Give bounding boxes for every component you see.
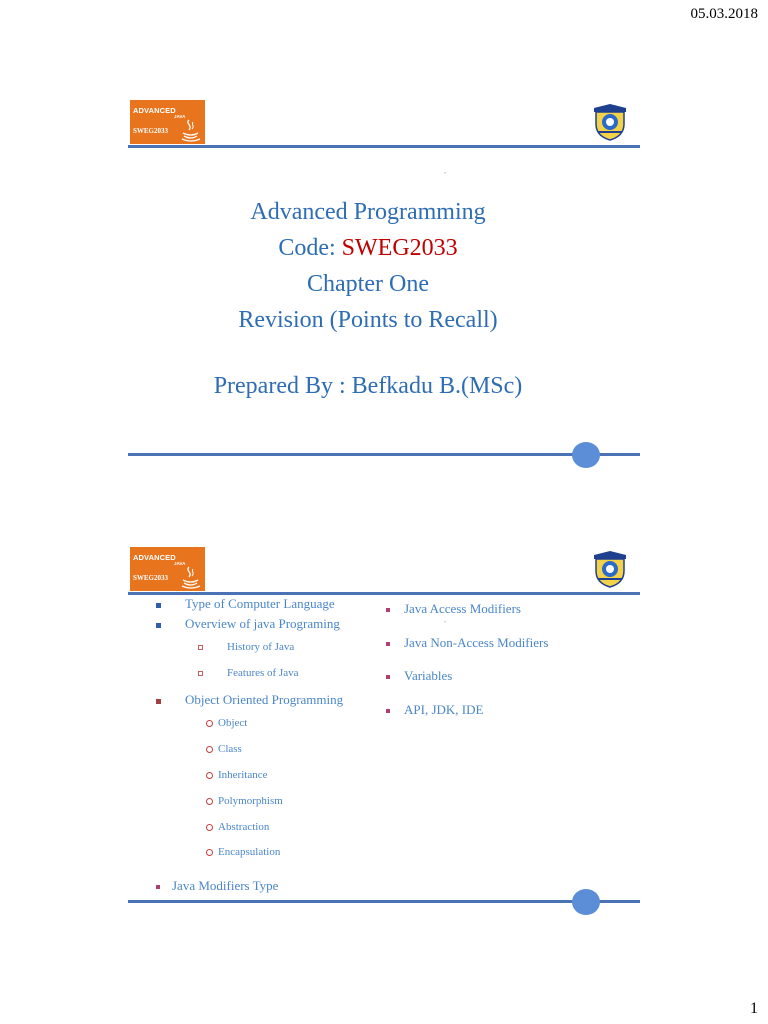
slide-footer-rule [128,453,640,456]
java-cup-icon [180,565,202,589]
list-item: Inheritance [206,769,267,781]
circle-bullet-icon [206,772,213,779]
logo-line-3: SWEG2033 [133,127,169,135]
list-item: Overview of java Programing [156,616,340,632]
advanced-java-logo [130,100,205,144]
square-bullet-icon [156,623,161,628]
list-item: Object [206,717,247,729]
logo-line-3: SWEG2033 [133,574,169,582]
revision-title: Revision (Points to Recall) [238,307,498,333]
square-bullet-icon [386,608,390,612]
course-code-line [128,230,608,266]
list-item: API, JDK, IDE [386,702,483,718]
course-code-label: Code: [278,235,342,261]
square-bullet-icon [386,675,390,679]
tiny-mark: ’ [444,621,446,627]
slide-footer-rule [128,900,640,903]
slide-footer-dot [572,889,600,915]
list-item: Polymorphism [206,795,283,807]
slide-1 [128,98,640,470]
list-item: Object Oriented Programming [156,692,343,708]
slide-header-rule [128,145,640,148]
square-bullet-icon [156,699,161,704]
list-item: History of Java [198,641,294,653]
list-item: Java Modifiers Type [156,878,278,894]
list-item: Class [206,743,242,755]
circle-bullet-icon [206,746,213,753]
java-cup-icon [180,118,202,142]
chapter-title: Chapter One [307,271,429,297]
list-item: Java Access Modifiers [386,601,521,617]
list-item: Variables [386,668,452,684]
logo-line-2: JAVA [174,114,186,119]
course-title: Advanced Programming [250,199,486,225]
university-emblem-icon [590,549,630,589]
list-item: Abstraction [206,821,269,833]
slide-header-rule [128,592,640,595]
slide-2 [128,545,640,917]
square-bullet-icon [386,709,390,713]
square-bullet-icon [156,885,160,889]
list-item: Features of Java [198,667,298,679]
slide-title-block [128,194,608,338]
circle-bullet-icon [206,824,213,831]
circle-bullet-icon [206,849,213,856]
circle-bullet-icon [206,720,213,727]
tiny-mark: ’ [444,172,446,178]
small-square-bullet-icon [198,645,203,650]
list-item: Encapsulation [206,846,280,858]
logo-line-1: ADVANCED [133,106,176,115]
circle-bullet-icon [206,798,213,805]
square-bullet-icon [156,603,161,608]
logo-line-2: JAVA [174,561,186,566]
course-code-value: SWEG2033 [341,235,458,261]
list-item: Type of Computer Language [156,596,335,612]
logo-line-1: ADVANCED [133,553,176,562]
small-square-bullet-icon [198,671,203,676]
square-bullet-icon [386,642,390,646]
advanced-java-logo [130,547,205,591]
page-date: 05.03.2018 [690,6,758,22]
page-number: 1 [750,1000,758,1017]
slide-footer-dot [572,442,600,468]
university-emblem-icon [590,102,630,142]
prepared-by: Prepared By : Befkadu B.(MSc) [213,373,523,399]
list-item: Java Non-Access Modifiers [386,635,548,651]
